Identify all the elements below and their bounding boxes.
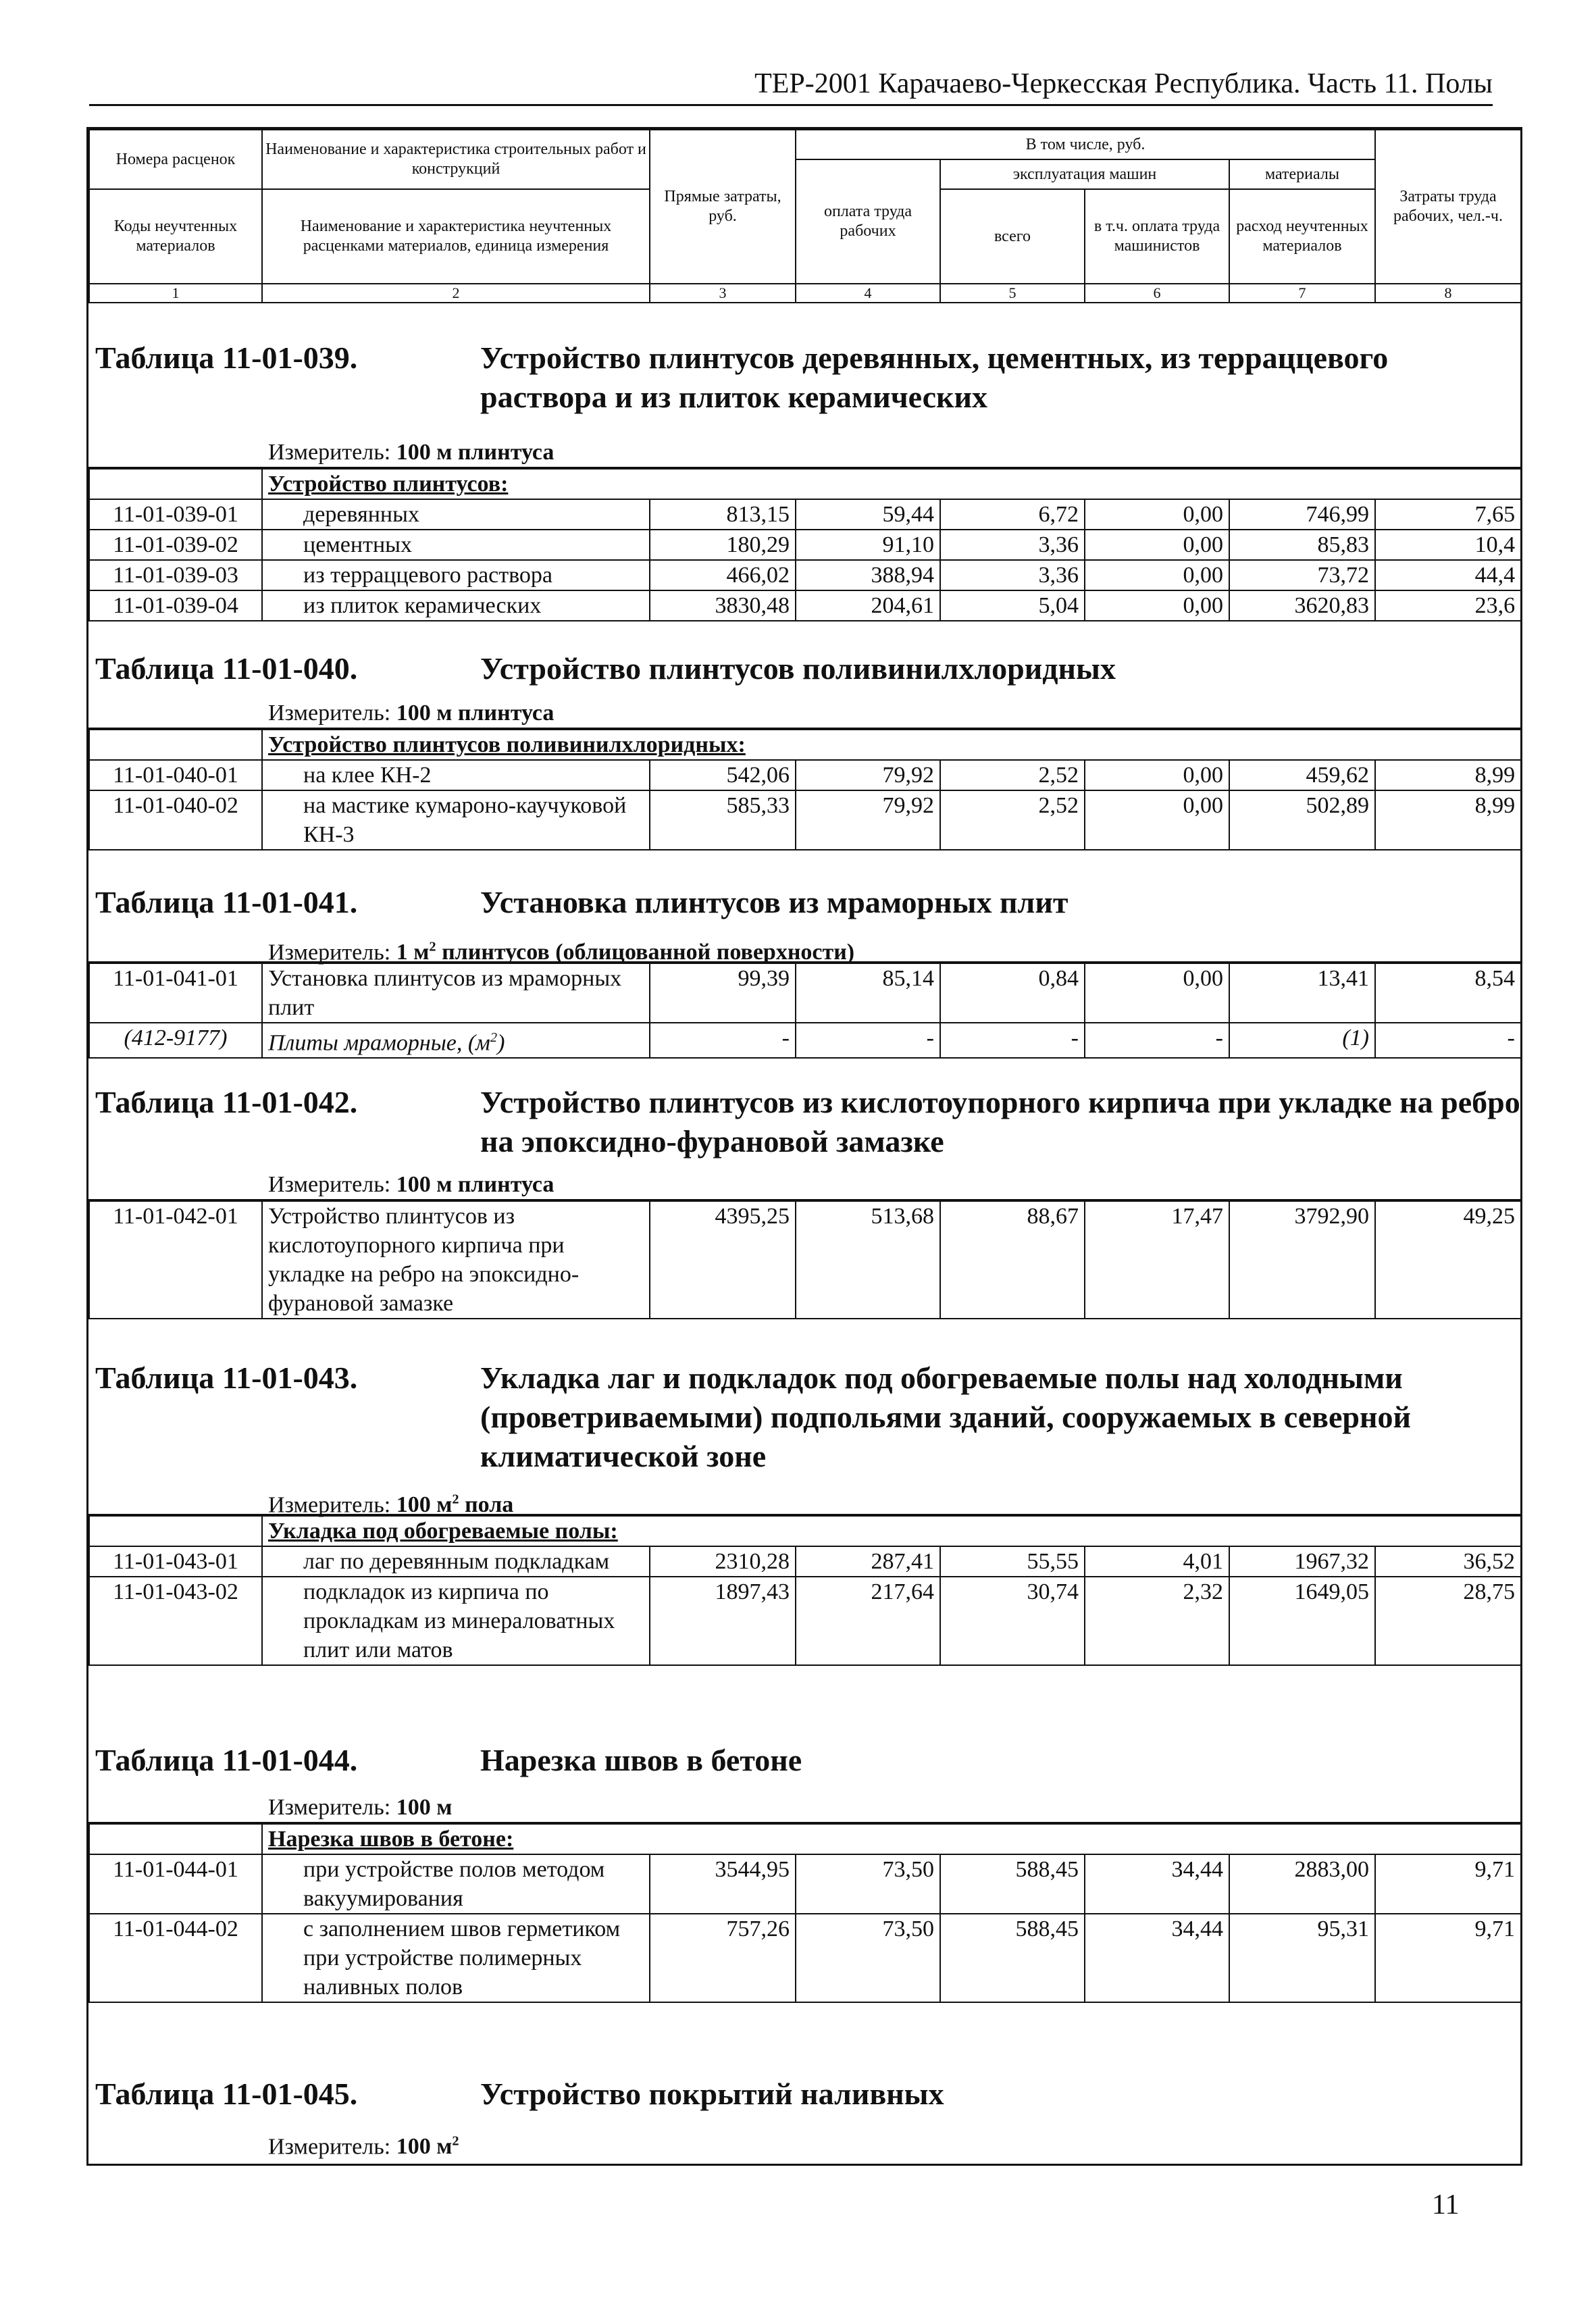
table-row: 11-01-044-02 с заполнением швов герметиком при устройстве полимерных наливных полов 757,26 73,50 588,45 34,44 95,31 9,71	[89, 1914, 1521, 2002]
rate-table-040	[88, 649, 1520, 850]
col-codes-header: Номера расценок	[89, 130, 262, 189]
col-direct-costs-header: Прямые затраты, руб.	[650, 130, 796, 284]
table-row: 11-01-039-01 деревянных 813,15 59,44 6,72 0,00 746,99 7,65	[89, 499, 1521, 530]
measure-line: Измеритель: 100 м плинтуса	[88, 698, 1520, 729]
group-row: Укладка под обогреваемые полы:	[89, 1516, 1521, 1546]
rates-table	[88, 1200, 1522, 1319]
rates-table	[88, 1823, 1522, 2003]
col-material-names-header: Наименование и характеристика неучтенных расценками материалов, единица измерения	[262, 189, 650, 284]
rates-table	[88, 963, 1522, 1059]
group-row: Нарезка швов в бетоне:	[89, 1824, 1521, 1854]
col-number: 5	[940, 284, 1085, 303]
col-number: 8	[1375, 284, 1521, 303]
measure-line: Измеритель: 100 $м^2$ пола	[88, 1484, 1520, 1515]
col-labor-hours-header: Затраты труда рабочих, чел.-ч.	[1375, 130, 1521, 284]
rates-table	[88, 729, 1522, 850]
group-row: Устройство плинтусов поливинилхлоридных:	[89, 730, 1521, 760]
rate-table-039	[88, 338, 1520, 621]
measure-line: Измеритель: 100 м плинтуса	[88, 437, 1520, 468]
table-title: Таблица 11-01-045. Устройство покрытий наливных	[95, 2077, 944, 2111]
table-row: 11-01-043-02 подкладок из кирпича по прокладкам из минераловатных плит или матов 1897,43 217,64 30,74 2,32 1649,05 28,75	[89, 1577, 1521, 1665]
group-row: Устройство плинтусов:	[89, 469, 1521, 499]
table-title: Таблица 11-01-042. Устройство плинтусов из кислотоупорного кирпича при укладке на ребро на эпоксидно-фурановой замазке	[95, 1085, 1520, 1159]
table-row: 11-01-040-02 на мастике кумароно-каучуковой КН-3 585,33 79,92 2,52 0,00 502,89 8,99	[89, 790, 1521, 850]
table-row: 11-01-040-01 на клее КН-2 542,06 79,92 2,52 0,00 459,62 8,99	[89, 760, 1521, 790]
table-title: Таблица 11-01-040. Устройство плинтусов поливинилхлоридных	[95, 651, 1116, 686]
table-row: 11-01-039-03 из терраццевого раствора 466,02 388,94 3,36 0,00 73,72 44,4	[89, 560, 1521, 590]
table-title: Таблица 11-01-043. Укладка лаг и подкладок под обогреваемые полы над холодными (проветриваемыми) подпольями зданий, сооружаемых в северной климатической зоне	[95, 1361, 1411, 1473]
col-wages-header: оплата труда рабочих	[796, 159, 940, 284]
rate-table-041	[88, 883, 1520, 1059]
table-row: 11-01-044-01 при устройстве полов методом вакуумирования 3544,95 73,50 588,45 34,44 2883,00 9,71	[89, 1854, 1521, 1914]
col-number: 1	[89, 284, 262, 303]
col-number: 7	[1229, 284, 1375, 303]
col-machines-header: эксплуатация машин	[940, 159, 1229, 189]
column-header-table	[88, 129, 1522, 303]
table-row: 11-01-039-04 из плиток керамических 3830,48 204,61 5,04 0,00 3620,83 23,6	[89, 590, 1521, 621]
col-number: 4	[796, 284, 940, 303]
material-row: (412-9177) Плиты мраморные, $(м^2)$ - - - - (1) -	[89, 1023, 1521, 1058]
measure-line: Измеритель: 100 м	[88, 1792, 1520, 1823]
col-machines-total-header: всего	[940, 189, 1085, 284]
rate-table-043	[88, 1358, 1520, 1666]
col-operator-wages-header: в т.ч. оплата труда машинистов	[1085, 189, 1229, 284]
measure-line: Измеритель: 100 м плинтуса	[88, 1169, 1520, 1200]
measure-line: Измеритель: 1 $м^2$ плинтусов (облицованной поверхности)	[88, 932, 1520, 963]
col-group-header: В том числе, руб.	[796, 130, 1375, 159]
table-title: Таблица 11-01-041. Установка плинтусов из мраморных плит	[95, 885, 1069, 919]
page-number: 11	[1432, 2189, 1460, 2220]
col-number: 6	[1085, 284, 1229, 303]
rate-table-044	[88, 1741, 1520, 2003]
col-number: 3	[650, 284, 796, 303]
col-material-usage-header: расход неучтенных материалов	[1229, 189, 1375, 284]
table-row: 11-01-042-01 Устройство плинтусов из кислотоупорного кирпича при укладке на ребро на эпоксидно-фурановой замазке 4395,25 513,68 88,67 17,47 3792,90 49,25	[89, 1201, 1521, 1319]
rates-table	[88, 1515, 1522, 1666]
table-title: Таблица 11-01-039. Устройство плинтусов деревянных, цементных, из терраццевого раствора и из плиток керамических	[95, 340, 1389, 414]
table-row: 11-01-043-01 лаг по деревянным подкладкам 2310,28 287,41 55,55 4,01 1967,32 36,52	[89, 1546, 1521, 1577]
document-frame	[86, 127, 1522, 2166]
measure-line: Измеритель: 100 $м^2$	[268, 2134, 459, 2160]
rates-table	[88, 468, 1522, 621]
table-row: 11-01-039-02 цементных 180,29 91,10 3,36 0,00 85,83 10,4	[89, 530, 1521, 560]
table-row: 11-01-041-01 Установка плинтусов из мраморных плит 99,39 85,14 0,84 0,00 13,41 8,54	[89, 963, 1521, 1023]
page-header: ТЕР-2001 Карачаево-Черкесская Республика. Часть 11. Полы	[89, 68, 1493, 106]
rate-table-042	[88, 1083, 1520, 1319]
col-name-header: Наименование и характеристика строительных работ и конструкций	[262, 130, 650, 189]
col-materials-header: материалы	[1229, 159, 1375, 189]
table-title: Таблица 11-01-044. Нарезка швов в бетоне	[95, 1743, 802, 1777]
col-material-codes-header: Коды неучтенных материалов	[89, 189, 262, 284]
col-number: 2	[262, 284, 650, 303]
rate-table-045	[88, 2075, 1520, 2160]
